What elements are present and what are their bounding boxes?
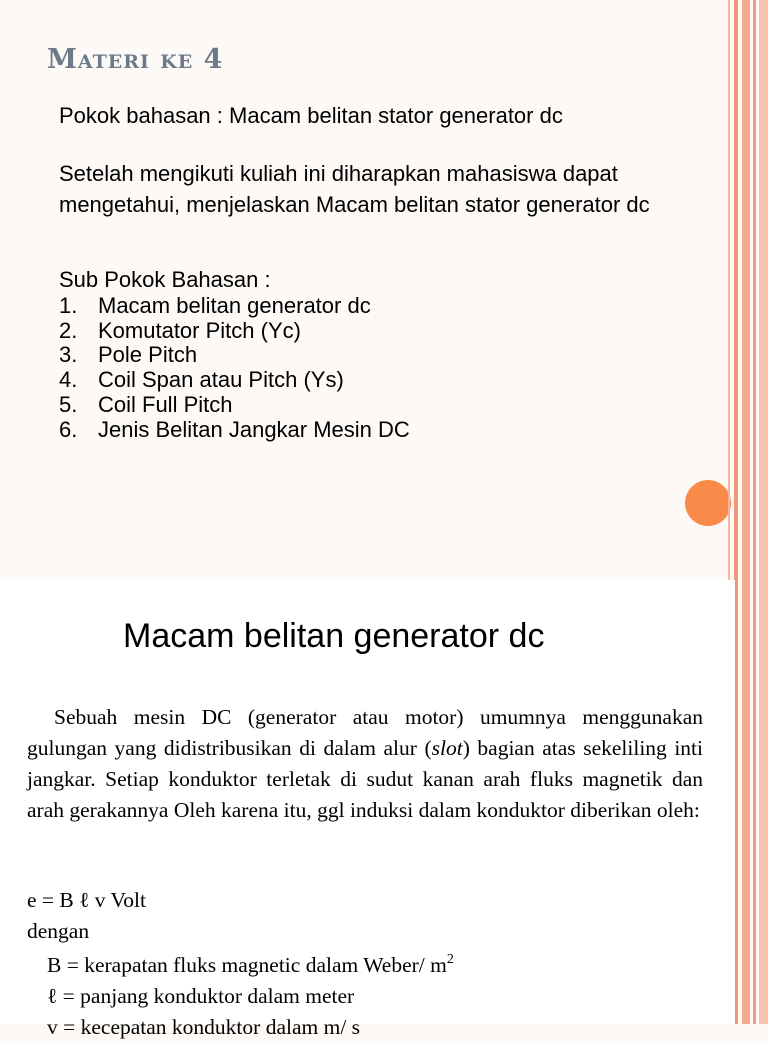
paragraph-text: ) bagian atas sekeliling inti jangkar. Setiap konduktor terletak di sudut kanan arah fluks magnetik dan arah gerakannya Oleh karena itu, ggl induksi dalam konduktor diberikan oleh: (27, 736, 703, 822)
list-text: Komutator Pitch (Yc) (98, 317, 301, 343)
list-item (59, 319, 410, 344)
orange-circle-decoration (685, 480, 731, 526)
slot-term: slot (431, 736, 463, 760)
emf-formula: e = B ℓ v Volt (27, 888, 146, 912)
definition-text: B = kerapatan fluks magnetic dalam Weber/ m (47, 953, 447, 977)
list-number: 5. (59, 391, 78, 417)
list-text: Coil Span atau Pitch (Ys) (98, 367, 344, 393)
stripe (753, 0, 756, 1024)
list-number: 6. (59, 416, 78, 442)
superscript: 2 (446, 952, 454, 967)
definition-text: v = kecepatan konduktor dalam m/ s (47, 1015, 361, 1039)
list-item (59, 393, 410, 418)
list-item (59, 343, 410, 368)
document-title: Macam belitan generator dc (123, 617, 545, 655)
learning-objective: Setelah mengikuti kuliah ini diharapkan mahasiswa dapat mengetahui, menjelaskan Macam belitan stator generator dc (59, 161, 650, 217)
variable-definitions (47, 950, 454, 1043)
definition-item (47, 950, 454, 981)
list-item (59, 294, 410, 319)
sub-topics-heading: Sub Pokok Bahasan : (59, 267, 271, 292)
list-text: Coil Full Pitch (98, 391, 233, 417)
definition-text: ℓ = panjang konduktor dalam meter (47, 984, 355, 1008)
definition-item (47, 1012, 454, 1043)
sub-topics-list (59, 294, 410, 442)
list-item (59, 368, 410, 393)
list-number: 4. (59, 367, 78, 393)
stripe (759, 0, 768, 1024)
list-text: Macam belitan generator dc (98, 293, 371, 318)
stripe (742, 0, 750, 1024)
definition-item (47, 981, 454, 1012)
list-item (59, 418, 410, 443)
list-number: 1. (59, 293, 78, 318)
document-page (0, 580, 735, 1039)
list-number: 3. (59, 342, 78, 368)
list-text: Pole Pitch (98, 342, 198, 368)
body-paragraph (27, 702, 703, 826)
list-text: Jenis Belitan Jangkar Mesin DC (98, 416, 410, 442)
pokok-bahasan: Pokok bahasan : Macam belitan stator generator dc (59, 103, 563, 128)
paragraph-text: Sebuah mesin DC (generator atau motor) umumnya menggunakan gulungan yang didistribusikan di dalam alur ( (27, 705, 703, 760)
dengan-label: dengan (27, 919, 90, 943)
slide-title: Materi ke 4 (47, 44, 224, 75)
list-number: 2. (59, 317, 78, 343)
